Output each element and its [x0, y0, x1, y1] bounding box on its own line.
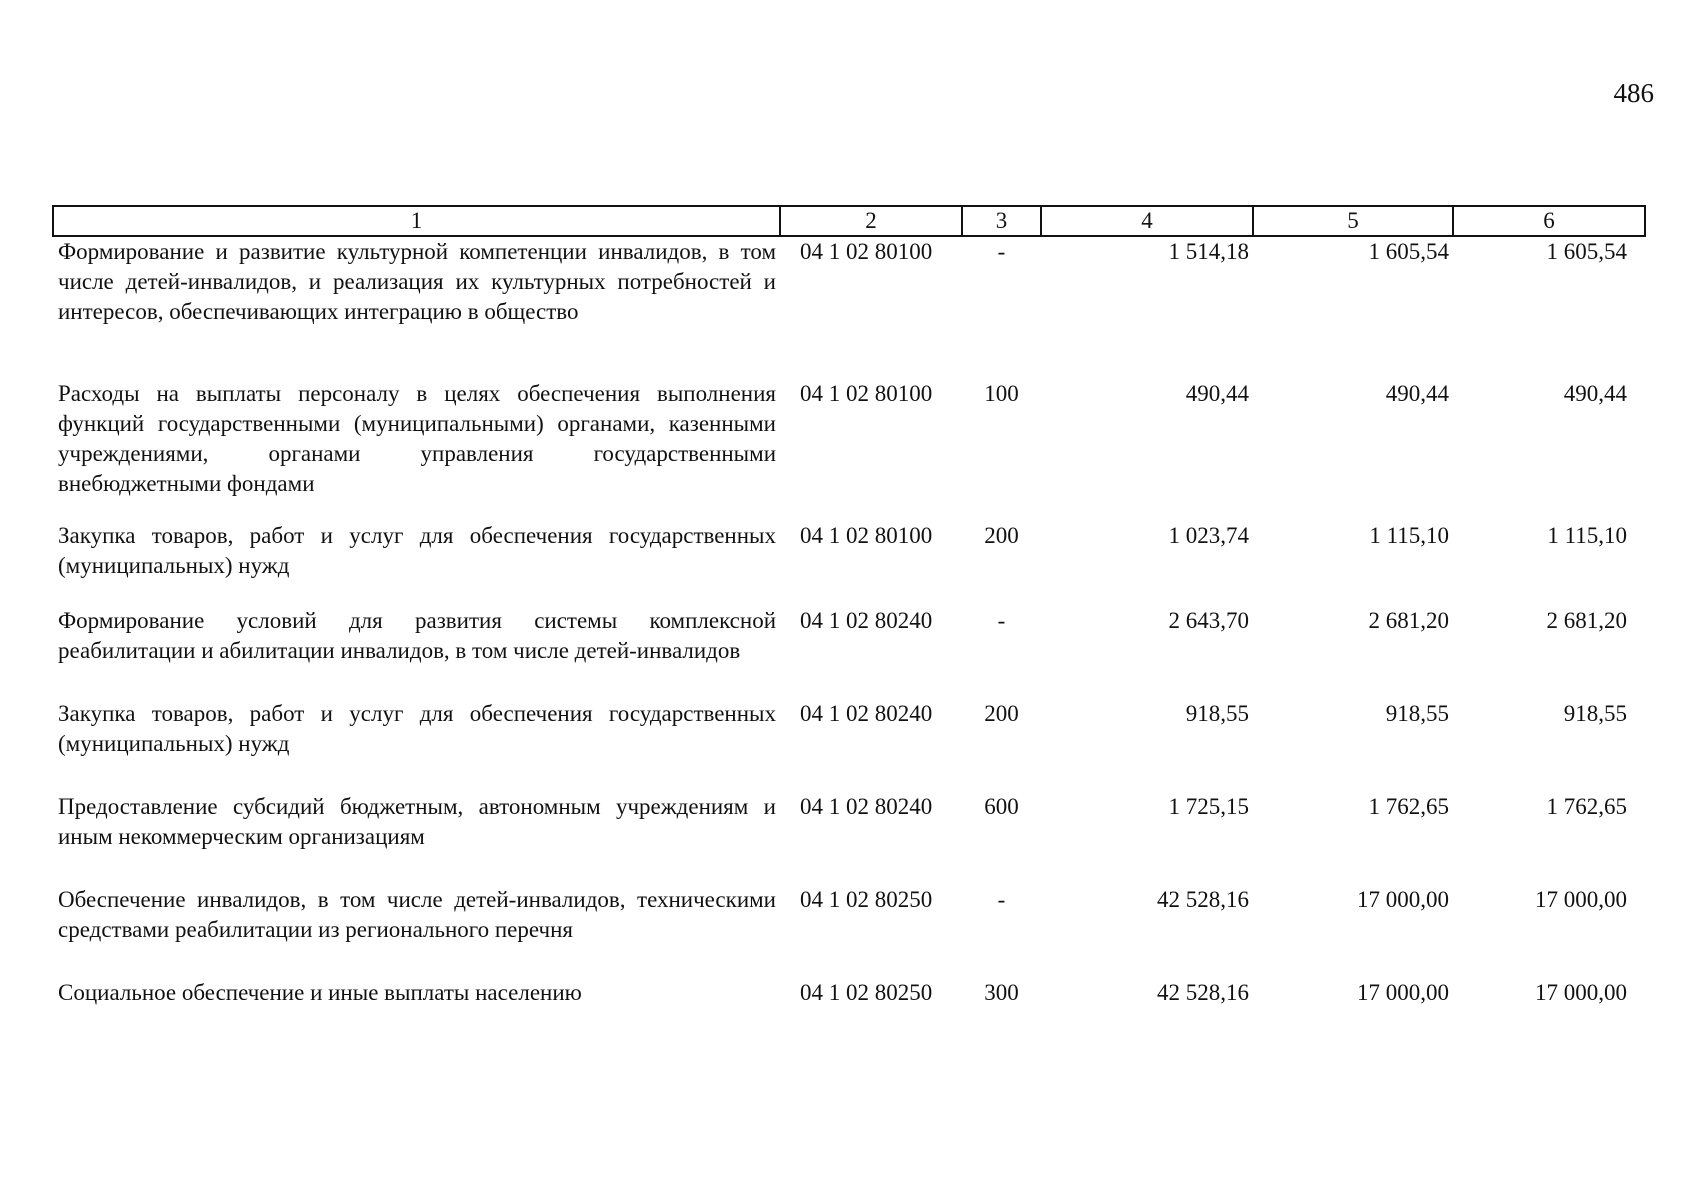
row-value-col5: 918,55 [1385, 701, 1449, 726]
row-expense-type: 200 [984, 523, 1019, 548]
row-value-col5: 1 115,10 [1369, 523, 1449, 548]
table-row [53, 236, 1645, 379]
row-expense-type: - [997, 887, 1006, 912]
row-value-col4: 1 514,18 [1168, 239, 1249, 264]
column-header-4: 4 [1041, 206, 1253, 236]
row-value-col6: 17 000,00 [1535, 980, 1627, 1005]
table-row [53, 792, 1645, 885]
row-value-col5: 2 681,20 [1368, 608, 1449, 633]
row-name: Формирование и развитие культурной компетенции инвалидов, в том числе детей-инвалидов, и реализация их культурных потребностей и интересов, обеспечивающих интеграцию в общество [58, 239, 776, 324]
row-code: 04 1 02 80240 [800, 794, 933, 819]
row-value-col4: 1 725,15 [1168, 794, 1249, 819]
column-header-5: 5 [1253, 206, 1453, 236]
row-value-col6: 1 115,10 [1547, 523, 1627, 548]
row-expense-type: 200 [984, 701, 1019, 726]
row-value-col5: 490,44 [1385, 381, 1449, 406]
page-number: 486 [1613, 78, 1654, 108]
row-value-col6: 490,44 [1563, 381, 1627, 406]
row-code: 04 1 02 80100 [800, 381, 933, 406]
row-value-col5: 17 000,00 [1357, 980, 1449, 1005]
table-row [53, 885, 1645, 978]
row-name: Закупка товаров, работ и услуг для обеспечения государственных (муниципальных) нужд [58, 523, 776, 578]
column-header-2: 2 [780, 206, 962, 236]
budget-table [52, 205, 1646, 1018]
row-code: 04 1 02 80250 [800, 887, 933, 912]
table-row [53, 978, 1645, 1018]
table-row [53, 699, 1645, 792]
row-value-col5: 1 762,65 [1368, 794, 1449, 819]
table-body [53, 236, 1645, 1018]
row-name: Обеспечение инвалидов, в том числе детей-инвалидов, техническими средствами реабилитации из регионального перечня [58, 887, 776, 942]
row-expense-type: - [997, 608, 1006, 633]
row-name: Закупка товаров, работ и услуг для обеспечения государственных (муниципальных) нужд [58, 701, 776, 756]
row-value-col4: 918,55 [1185, 701, 1249, 726]
row-code: 04 1 02 80240 [800, 701, 933, 726]
row-code: 04 1 02 80250 [800, 980, 933, 1005]
row-name: Расходы на выплаты персоналу в целях обеспечения выполнения функций государственными (муниципальными) органами, казенными учреждениями, органами управления государственными внебюджетными фондами [58, 381, 776, 496]
row-value-col6: 918,55 [1563, 701, 1627, 726]
row-expense-type: 300 [984, 980, 1019, 1005]
row-value-col4: 42 528,16 [1157, 887, 1249, 912]
row-expense-type: - [997, 239, 1006, 264]
row-expense-type: 100 [984, 381, 1019, 406]
table-row [53, 606, 1645, 699]
row-value-col6: 1 762,65 [1546, 794, 1627, 819]
row-value-col4: 490,44 [1185, 381, 1249, 406]
row-code: 04 1 02 80100 [800, 239, 933, 264]
table-row [53, 379, 1645, 521]
row-name: Формирование условий для развития системы комплексной реабилитации и абилитации инвалидов, в том числе детей-инвалидов [58, 608, 776, 663]
row-expense-type: 600 [984, 794, 1019, 819]
row-value-col5: 17 000,00 [1357, 887, 1449, 912]
row-value-col4: 42 528,16 [1157, 980, 1249, 1005]
row-value-col6: 2 681,20 [1546, 608, 1627, 633]
row-value-col6: 1 605,54 [1546, 239, 1627, 264]
row-value-col4: 1 023,74 [1168, 523, 1249, 548]
row-name: Предоставление субсидий бюджетным, автономным учреждениям и иным некоммерческим организациям [58, 794, 776, 849]
row-code: 04 1 02 80240 [800, 608, 933, 633]
row-value-col4: 2 643,70 [1168, 608, 1249, 633]
row-name: Социальное обеспечение и иные выплаты населению [58, 980, 582, 1005]
header-row [53, 206, 1645, 236]
table-header [53, 206, 1645, 236]
column-header-1: 1 [53, 206, 780, 236]
row-value-col5: 1 605,54 [1368, 239, 1449, 264]
table-row [53, 521, 1645, 606]
column-header-3: 3 [962, 206, 1041, 236]
row-code: 04 1 02 80100 [800, 523, 933, 548]
column-header-6: 6 [1453, 206, 1645, 236]
row-value-col6: 17 000,00 [1535, 887, 1627, 912]
